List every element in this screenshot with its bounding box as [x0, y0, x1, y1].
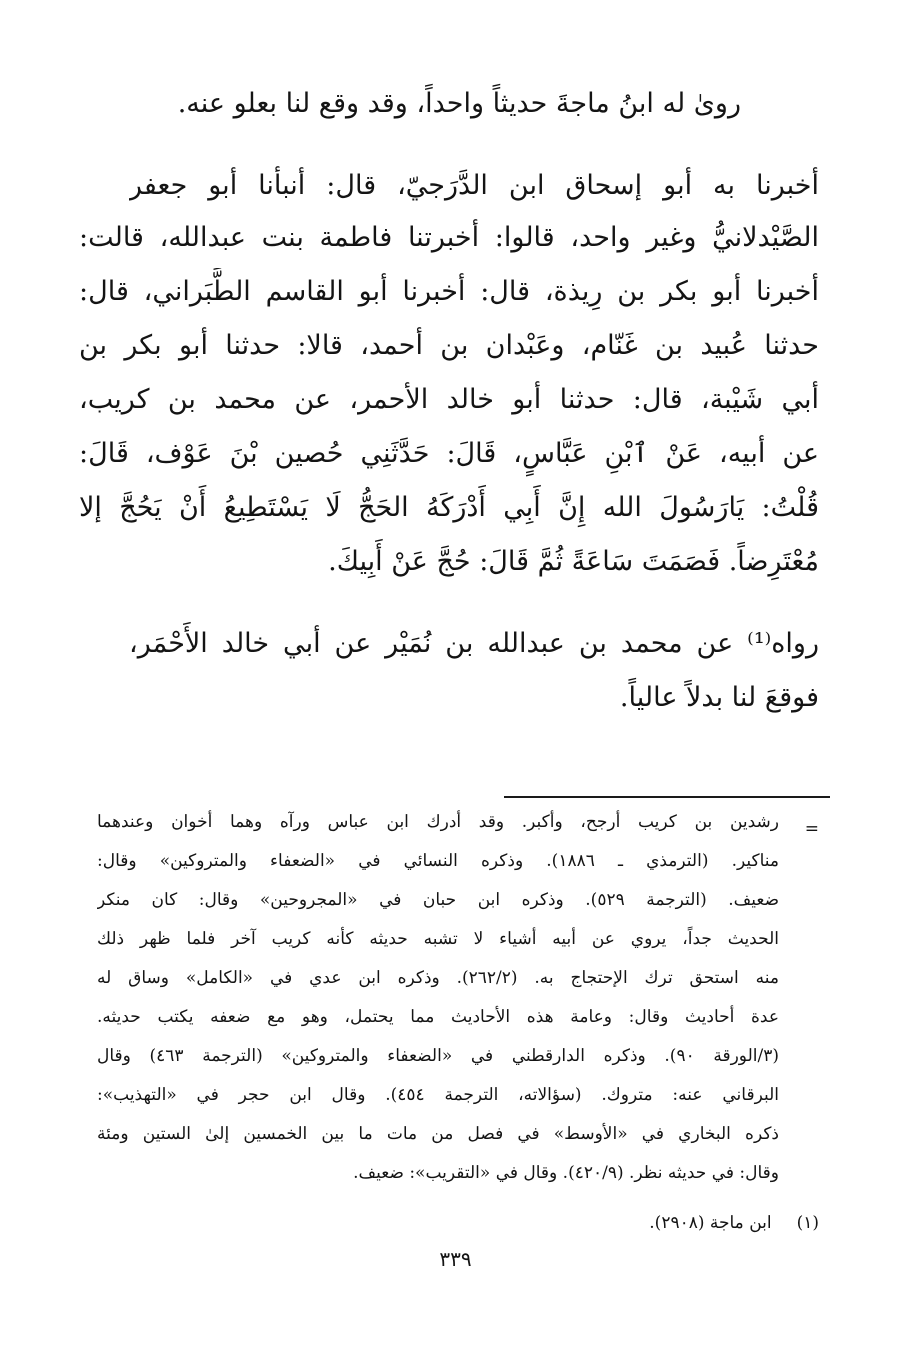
footnote-separator [504, 796, 830, 798]
continuation-marker: = [804, 819, 819, 839]
footnote-1 [649, 1206, 819, 1240]
footnote-line-3: ضعيف. (الترجمة ٥٢٩). وذكره ابن حبان في «المجروحين» وقال: كان منكر [97, 890, 779, 910]
page-number: ٣٣٩ [439, 1247, 472, 1271]
paragraph-2-line-7: قُلْتُ: يَارَسُولَ الله إِنَّ أَبِي أَدْرَكَهُ الحَجُّ لَا يَسْتَطِيعُ أَنْ يَحُجَّ إلا [79, 492, 819, 523]
paragraph-2-line-5: أبي شَيْبة، قال: حدثنا أبو خالد الأحمر، عن محمد بن كريب، [79, 384, 819, 415]
footnote-line-5: منه استحق ترك الإحتجاج به. (٢٦٢/٢). وذكره ابن عدي في «الكامل» وساق له [97, 968, 779, 988]
footnote-line-8: البرقاني عنه: متروك. (سؤالاته، الترجمة ٤٥٤). وقال ابن حجر في «التهذيب»: [97, 1085, 779, 1105]
footnote-1-number: (١) [796, 1213, 819, 1233]
paragraph-2-line-4: حدثنا عُبيد بن غَنّام، وعَبْدان بن أحمد، قالا: حدثنا أبو بكر بن [79, 330, 819, 361]
paragraph-2-line-1: أخبرنا به أبو إسحاق ابن الدَّرَجيّ، قال: أنبأنا أبو جعفر [129, 170, 819, 201]
footnote-line-7: (٣/الورقة ٩٠). وذكره الدارقطني في «الضعفاء والمتروكين» (الترجمة ٤٦٣) وقال [97, 1046, 779, 1066]
footnote-line-9: ذكره البخاري في «الأوسط» في فصل من مات ما بين الخمسين إلىٰ الستين ومئة [97, 1124, 779, 1144]
footnote-line-10: وقال: في حديثه نظر. (٤٢٠/٩). وقال في «التقريب»: ضعيف. [353, 1163, 779, 1183]
paragraph-3-line-2: فوقعَ لنا بدلاً عالياً. [619, 682, 819, 713]
paragraph-1: روىٰ له ابنُ ماجةَ حديثاً واحداً، وقد وقع لنا بعلو عنه. [177, 88, 741, 119]
paragraph-2-line-3: أخبرنا أبو بكر بن رِيذة، قال: أخبرنا أبو القاسم الطَّبَراني، قال: [79, 276, 819, 307]
paragraph-2-line-8: مُعْتَرِضاً. فَصَمَتَ سَاعَةً ثُمَّ قَالَ: حُجَّ عَنْ أَبِيكَ. [328, 546, 819, 577]
footnote-line-2: مناكير. (الترمذي ـ ١٨٨٦). وذكره النسائي في «الضعفاء والمتروكين» وقال: [97, 851, 779, 871]
footnote-line-6: عدة أحاديث وقال: وعامة هذه الأحاديث مما يحتمل، وهو مع ضعفه يكتب حديثه. [97, 1007, 779, 1027]
paragraph-2-line-6: عن أبيه، عَنْ ٱبْنِ عَبَّاسٍ، قَالَ: حَدَّثَنِي حُصين بْنَ عَوْف، قَالَ: [79, 438, 819, 469]
footnote-line-4: الحديث جداً، يروي عن أبيه أشياء لا تشبه حديثه كأنه كريب آخر فلما ظهر ذلك [97, 929, 779, 949]
paragraph-2-line-2: الصَّيْدلانيُّ وغير واحد، قالوا: أخبرتنا فاطمة بنت عبدالله، قالت: [79, 222, 819, 253]
footnote-line-1: رشدين بن كريب أرجح، وأكبر. وقد أدرك ابن عباس ورآه وهما أخوان وعندهما [97, 812, 779, 832]
footnote-1-text: ابن ماجة (٢٩٠٨). [649, 1213, 772, 1233]
paragraph-3-line-1: رواه⁽¹⁾ عن محمد بن عبدالله بن نُمَيْر عن أبي خالد الأَحْمَر، [129, 628, 819, 659]
